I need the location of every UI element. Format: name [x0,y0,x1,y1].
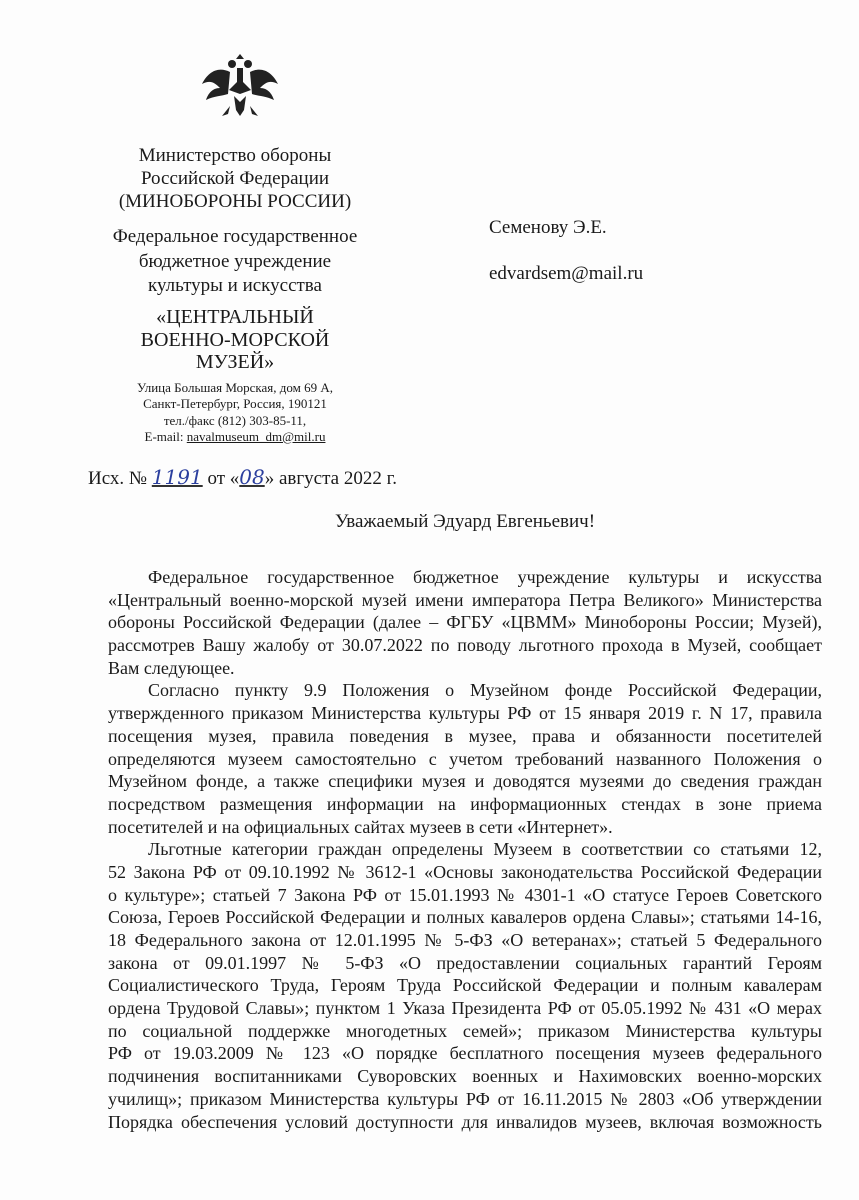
recipient-name: Семенову Э.Е. [489,217,607,238]
email-label: E-mail: [144,428,187,444]
ministry-line: Министерство обороны [138,145,332,166]
ministry-line: Российской Федерации [140,168,330,189]
text-line: Федеральное государственное бюджетное учреждение культуры и искусства [148,567,822,587]
museum-line: ВОЕННО-МОРСКОЙ [140,328,330,351]
text-line: Льготные категории граждан определены Музеем в соответствии со статьями 12, [148,839,822,860]
text-line: Союза, Героев Российской Федерации и полных кавалеров ордена Славы»; статьями 14-16, [108,907,822,928]
text-line: закона от 09.01.1997 № 5-ФЗ «О предоставлении социальных гарантий Героям [108,952,822,973]
text-line: посетителей и на официальных сайтах музеев в сети «Интернет». [108,816,613,837]
address-block [100,380,370,445]
text-line: подчинения воспитанниками Суворовских военных и Нахимовских военно-морских [108,1066,822,1087]
text-line: 18 Федерального закона от 12.01.1995 № 5-ФЗ «О ветеранах»; статьей 5 Федерального [108,930,822,950]
text-line: РФ от 19.03.2009 № 123 «О порядке бесплатного посещения музеев федерального [108,1043,822,1064]
institution-line: бюджетное учреждение [138,250,332,272]
greeting: Уважаемый Эдуард Евгеньевич! [334,511,596,532]
outgoing-prefix: Исх. № [88,468,148,489]
ministry-line: (МИНОБОРОНЫ РОССИИ) [118,191,352,212]
institution-block [100,225,370,299]
text-line: училищ»; приказом Министерства культуры РФ от 16.11.2015 № 2803 «Об утверждении [108,1088,822,1109]
handwritten-day: 08 [239,465,265,489]
text-line: Социалистического Труда, Героям Труда Российской Федерации и полным кавалерам [108,975,822,996]
text-line: «Центральный военно-морской музей имени императора Петра Великого» Министерства [108,589,822,610]
address-line: Санкт-Петербург, Россия, 190121 [143,396,327,412]
museum-line: МУЗЕЙ» [195,351,275,373]
recipient-email[interactable]: edvardsem@mail.ru [489,263,644,284]
text-line: Порядка обеспечения условий доступности для инвалидов музеев, включая возможность [108,1111,822,1132]
museum-name [100,306,370,374]
text-line: по социальной поддержке многодетных семей»; приказом Министерства культуры [108,1020,822,1041]
text-line: рассмотрев Вашу жалобу от 30.07.2022 по поводу льготного прохода в Музей, сообщает [108,635,822,656]
address-line: тел./факс (812) 303-85-11, [163,412,307,428]
paragraph [108,566,822,679]
text-line: Музейном фонде, а также специфики музея и доводятся музеями до сведения граждан [108,771,822,792]
text-line: ордена Трудовой Славы»; пунктом 1 Указа Президента РФ от 05.05.1992 № 431 «О мерах [108,998,822,1019]
ministry-block [100,144,370,213]
outgoing-from: от « [207,468,240,489]
text-line: обороны Российской Федерации (далее – ФГБУ «ЦВММ» Минобороны России; Музей), [108,612,822,633]
text-line: Вам следующее. [108,657,235,678]
institution-line: культуры и искусства [148,275,322,296]
text-line: Согласно пункту 9.9 Положения о Музейном фонде Российской Федерации, [148,680,822,701]
institution-line: Федеральное государственное [112,226,358,247]
text-line: 52 Закона РФ от 09.10.1992 № 3612-1 «Основы законодательства Российской Федерации [108,861,822,882]
museum-line: «ЦЕНТРАЛЬНЫЙ [156,306,314,328]
text-line: посещения музея, правила поведения в музее, права и обязанности посетителей [108,725,822,746]
address-line: Улица Большая Морская, дом 69 А, [137,380,333,395]
emblem-icon [200,48,280,123]
paragraph [108,679,822,838]
text-line: о культуре»; статьей 7 Закона РФ от 15.01.1993 № 4301-1 «О статусе Героев Советского [108,884,822,905]
paragraph [108,838,822,1133]
text-line: определяются музеем самостоятельно с учетом требований названного Положения о [108,748,822,769]
letter-body [108,566,822,1133]
text-line: утвержденного приказом Министерства культуры РФ от 15 января 2019 г. N 17, правила [108,703,822,724]
handwritten-number: 1191 [151,465,203,489]
outgoing-number [88,466,397,490]
museum-email-link[interactable]: navalmuseum_dm@mil.ru [186,428,326,444]
text-line: посредством размещения информации на информационных стендах в зоне приема [108,793,822,814]
outgoing-date: » августа 2022 г. [264,468,397,489]
